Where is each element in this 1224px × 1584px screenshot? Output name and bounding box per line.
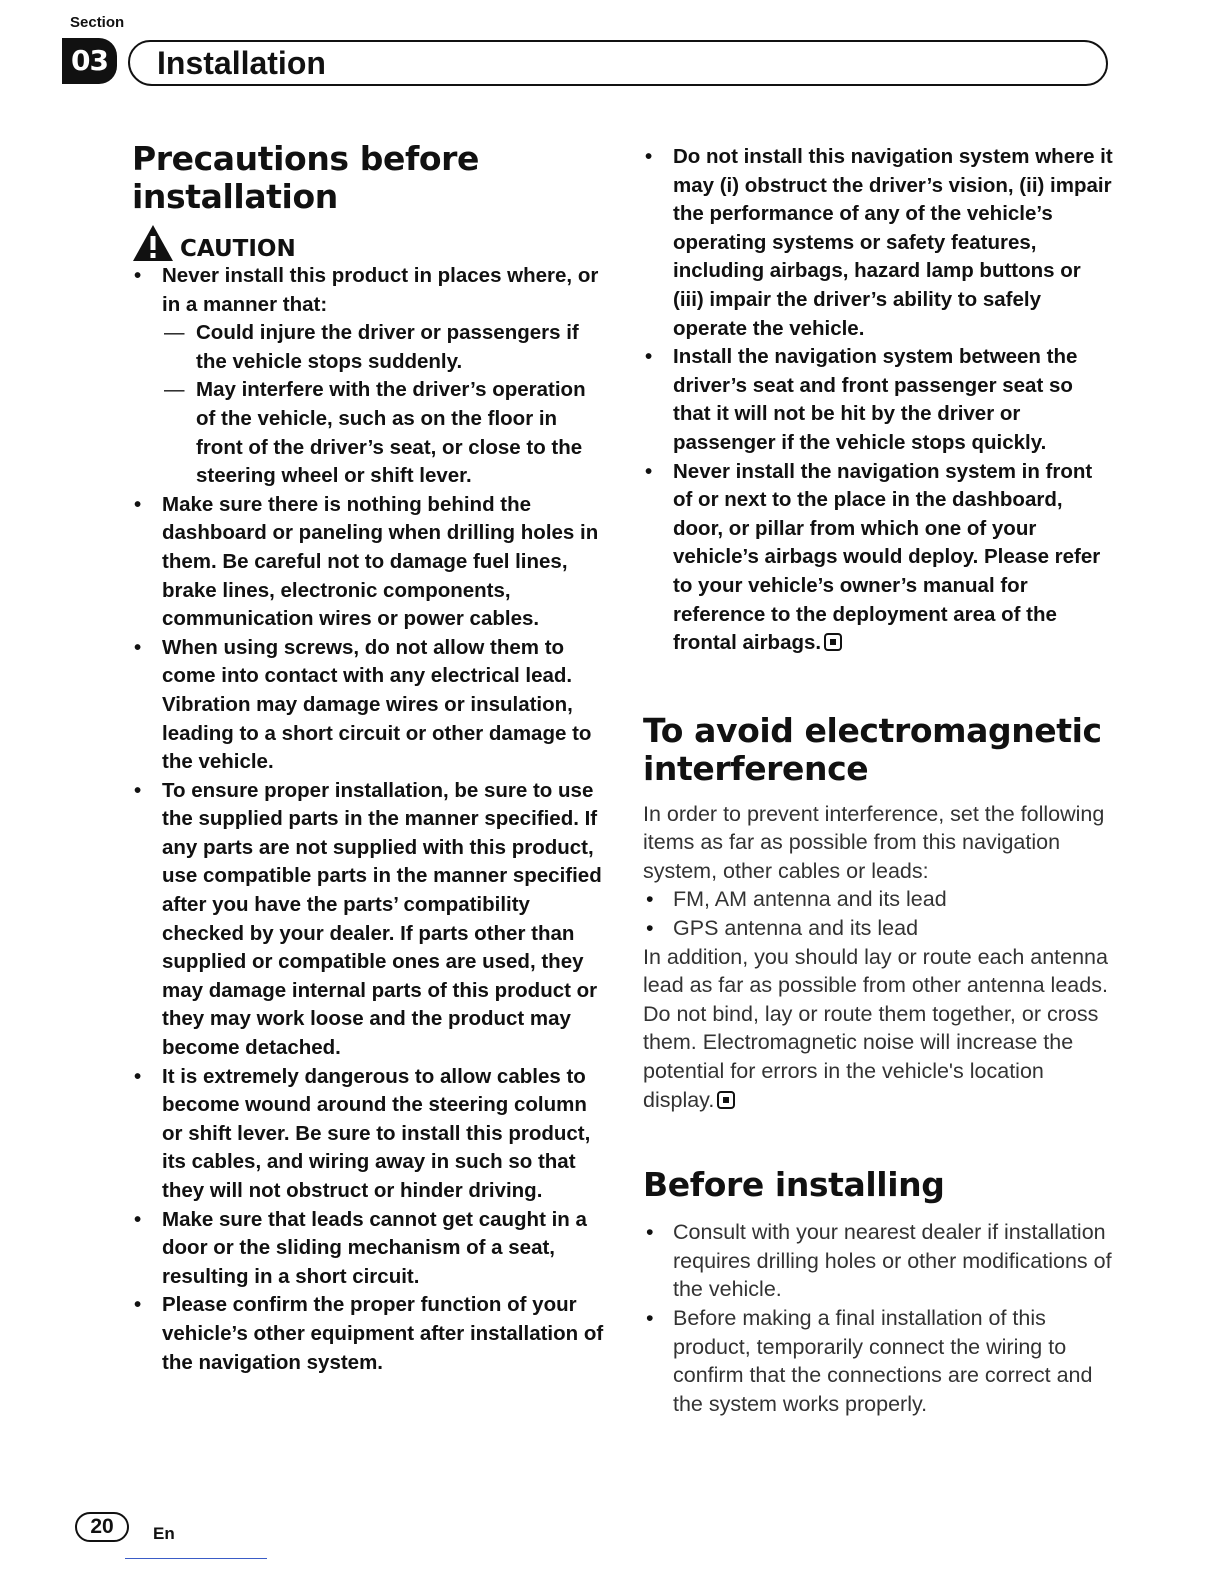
list-item — [643, 458, 1113, 658]
before-installing-list — [643, 1218, 1113, 1418]
precautions-heading: Precautions before installation — [132, 139, 480, 216]
list-item: • To ensure proper installation, be sure to use the supplied parts in the manner specified. If any parts are not supplied with this product, use compatible parts in the manner specified after you have the parts’ compatibility checked by your dealer. If parts other than supplied or compatible ones are used, they may damage internal parts of this product or they may work loose and the product may become detached. — [132, 777, 607, 1063]
caution-label-row — [132, 224, 607, 262]
list-item-text: Never install the navigation system in front of or next to the place in the dashboard, door, or pillar from which one of your vehicle’s airbags would deploy. Please refer to your vehicle’s owner’s manual for reference to the deployment area of the frontal airbags. — [673, 459, 1101, 655]
sub-list — [132, 319, 607, 491]
list-item: • When using screws, do not allow them to come into contact with any electrical lead. Vibration may damage wires or insulation, leading to a short circuit or other damage to the vehicle. — [132, 634, 607, 777]
caution-label: CAUTION — [180, 236, 296, 262]
emi-intro: In order to prevent interference, set the following items as far as possible from this navigation system, other cables or leads: — [643, 801, 1105, 883]
list-item: • Make sure that leads cannot get caught in a door or the sliding mechanism of a seat, resulting in a short circuit. — [132, 1206, 607, 1292]
precautions-list — [132, 262, 607, 1377]
list-item: • Please confirm the proper function of your vehicle’s other equipment after installation of the navigation system. — [132, 1291, 607, 1377]
list-item: • Install the navigation system between the driver’s seat and front passenger seat so that it will not be hit by the driver or passenger if the vehicle stops quickly. — [643, 343, 1113, 457]
list-item: • Before making a final installation of this product, temporarily connect the wiring to confirm that the connections are correct and the system works properly. — [643, 1304, 1113, 1418]
list-item — [132, 262, 607, 491]
section-label: Section — [70, 14, 125, 31]
language-code: En — [153, 1524, 175, 1543]
precautions-list-continued — [643, 143, 1113, 658]
section-number-badge: 03 — [62, 38, 117, 84]
page-number: 20 — [75, 1512, 129, 1542]
list-item: • Make sure there is nothing behind the dashboard or paneling when drilling holes in them. Be careful not to damage fuel lines, brake lines, electronic components, communication wires or power cables. — [132, 491, 607, 634]
left-column — [132, 140, 607, 1377]
sub-list-item: — May interfere with the driver’s operation of the vehicle, such as on the floor in front of the driver’s seat, or close to the steering wheel or shift lever. — [164, 376, 607, 490]
list-item: • Consult with your nearest dealer if installation requires drilling holes or other modifications of the vehicle. — [643, 1218, 1113, 1304]
section-end-icon — [717, 1091, 735, 1109]
emi-outro-paragraph — [643, 943, 1113, 1115]
list-item: • GPS antenna and its lead — [643, 914, 1113, 943]
right-column — [643, 143, 1113, 1418]
emi-outro: In addition, you should lay or route each antenna lead as far as possible from other antenna leads. Do not bind, lay or route them together, or cross them. Electromagnetic noise will increase the potential for errors in the vehicle's location display. — [643, 944, 1108, 1112]
section-title: Installation — [157, 45, 326, 81]
section-end-icon — [824, 633, 842, 651]
emi-heading: To avoid electromagnetic interference — [643, 710, 1102, 788]
list-item: • FM, AM antenna and its lead — [643, 885, 1113, 914]
list-item: • It is extremely dangerous to allow cables to become wound around the steering column or shift lever. Be sure to install this product, its cables, and wiring away in such so that they will not obstruct or hinder driving. — [132, 1063, 607, 1206]
footer-rule — [125, 1558, 267, 1559]
emi-list — [643, 885, 1113, 942]
sub-list-item: — Could injure the driver or passengers if the vehicle stops suddenly. — [164, 319, 607, 376]
before-installing-heading: Before installing — [643, 1165, 945, 1205]
list-item: • Do not install this navigation system where it may (i) obstruct the driver’s vision, (ii) impair the performance of any of the vehicle’s operating systems or safety features, including airbags, hazard lamp buttons or (iii) impair the driver’s ability to safely operate the vehicle. — [643, 143, 1113, 343]
list-item-text: Never install this product in places where, or in a manner that: — [162, 264, 599, 316]
warning-triangle-icon — [132, 224, 174, 262]
